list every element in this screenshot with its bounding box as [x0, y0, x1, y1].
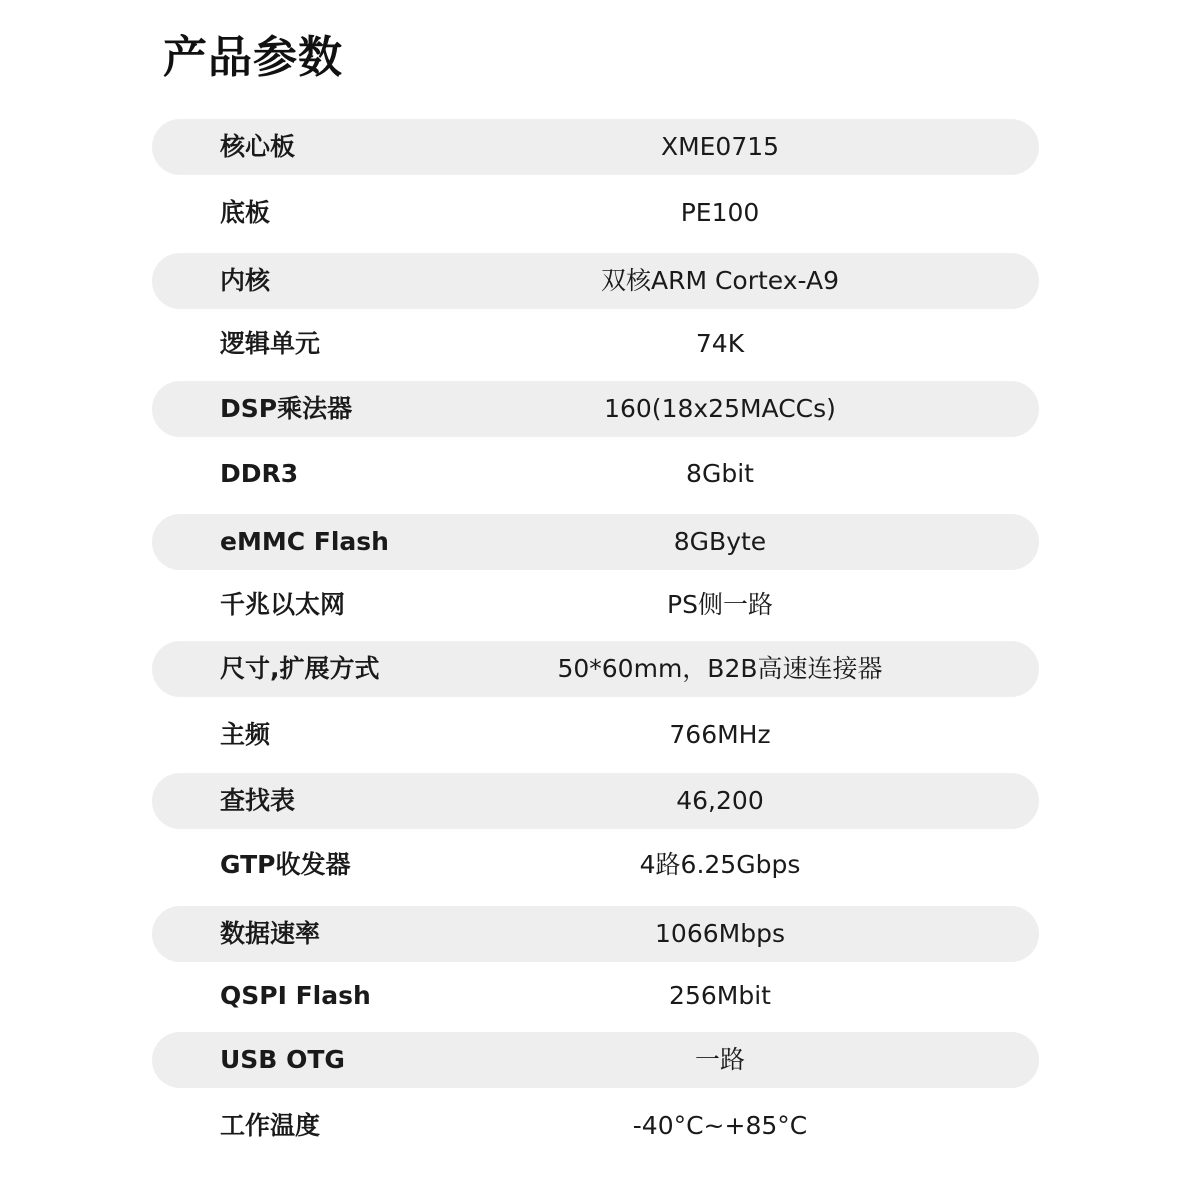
- spec-row: [152, 707, 1039, 763]
- spec-row: [152, 316, 1039, 372]
- spec-row: [152, 253, 1039, 309]
- spec-label: 底板: [220, 198, 271, 227]
- spec-value: 双核ARM Cortex-A9: [600, 266, 840, 295]
- spec-value: 4路6.25Gbps: [639, 850, 801, 879]
- spec-value: 74K: [695, 329, 745, 358]
- spec-value: 46,200: [676, 786, 764, 815]
- spec-row: [152, 773, 1039, 829]
- spec-value: PS侧一路: [667, 590, 773, 619]
- spec-label: DSP乘法器: [220, 394, 353, 423]
- spec-value: 8GByte: [673, 527, 767, 556]
- spec-row: [152, 906, 1039, 962]
- spec-value: PE100: [680, 198, 760, 227]
- spec-row: [152, 577, 1039, 633]
- spec-row: [152, 1098, 1039, 1154]
- spec-label: USB OTG: [220, 1045, 345, 1074]
- spec-label: 尺寸,扩展方式: [220, 654, 380, 683]
- spec-label: eMMC Flash: [220, 527, 389, 556]
- spec-row: [152, 514, 1039, 570]
- spec-row: [152, 185, 1039, 241]
- spec-value: 一路: [694, 1045, 745, 1074]
- spec-label: QSPI Flash: [220, 981, 371, 1010]
- spec-value: 50*60mm，B2B高速连接器: [557, 654, 883, 683]
- spec-value: XME0715: [660, 132, 780, 161]
- spec-value: -40°C~+85°C: [632, 1111, 808, 1140]
- spec-value: 8Gbit: [686, 459, 754, 488]
- spec-value: 766MHz: [669, 720, 771, 749]
- spec-value: 1066Mbps: [655, 919, 785, 948]
- spec-row: [152, 446, 1039, 502]
- spec-label: 千兆以太网: [220, 590, 346, 619]
- spec-label: 数据速率: [220, 919, 321, 948]
- spec-row: [152, 968, 1039, 1024]
- spec-label: DDR3: [220, 459, 299, 488]
- spec-row: [152, 1032, 1039, 1088]
- spec-label: 查找表: [220, 786, 296, 815]
- spec-row: [152, 837, 1039, 893]
- spec-label: GTP收发器: [220, 850, 351, 879]
- spec-label: 主频: [220, 720, 271, 749]
- spec-value: 256Mbit: [669, 981, 771, 1010]
- spec-value: 160(18x25MACCs): [604, 394, 836, 423]
- page-title: 产品参数: [163, 32, 343, 83]
- spec-label: 逻辑单元: [220, 329, 321, 358]
- spec-row: [152, 381, 1039, 437]
- spec-row: [152, 641, 1039, 697]
- spec-label: 工作温度: [220, 1111, 321, 1140]
- spec-label: 核心板: [220, 132, 296, 161]
- spec-row: [152, 119, 1039, 175]
- spec-label: 内核: [220, 266, 271, 295]
